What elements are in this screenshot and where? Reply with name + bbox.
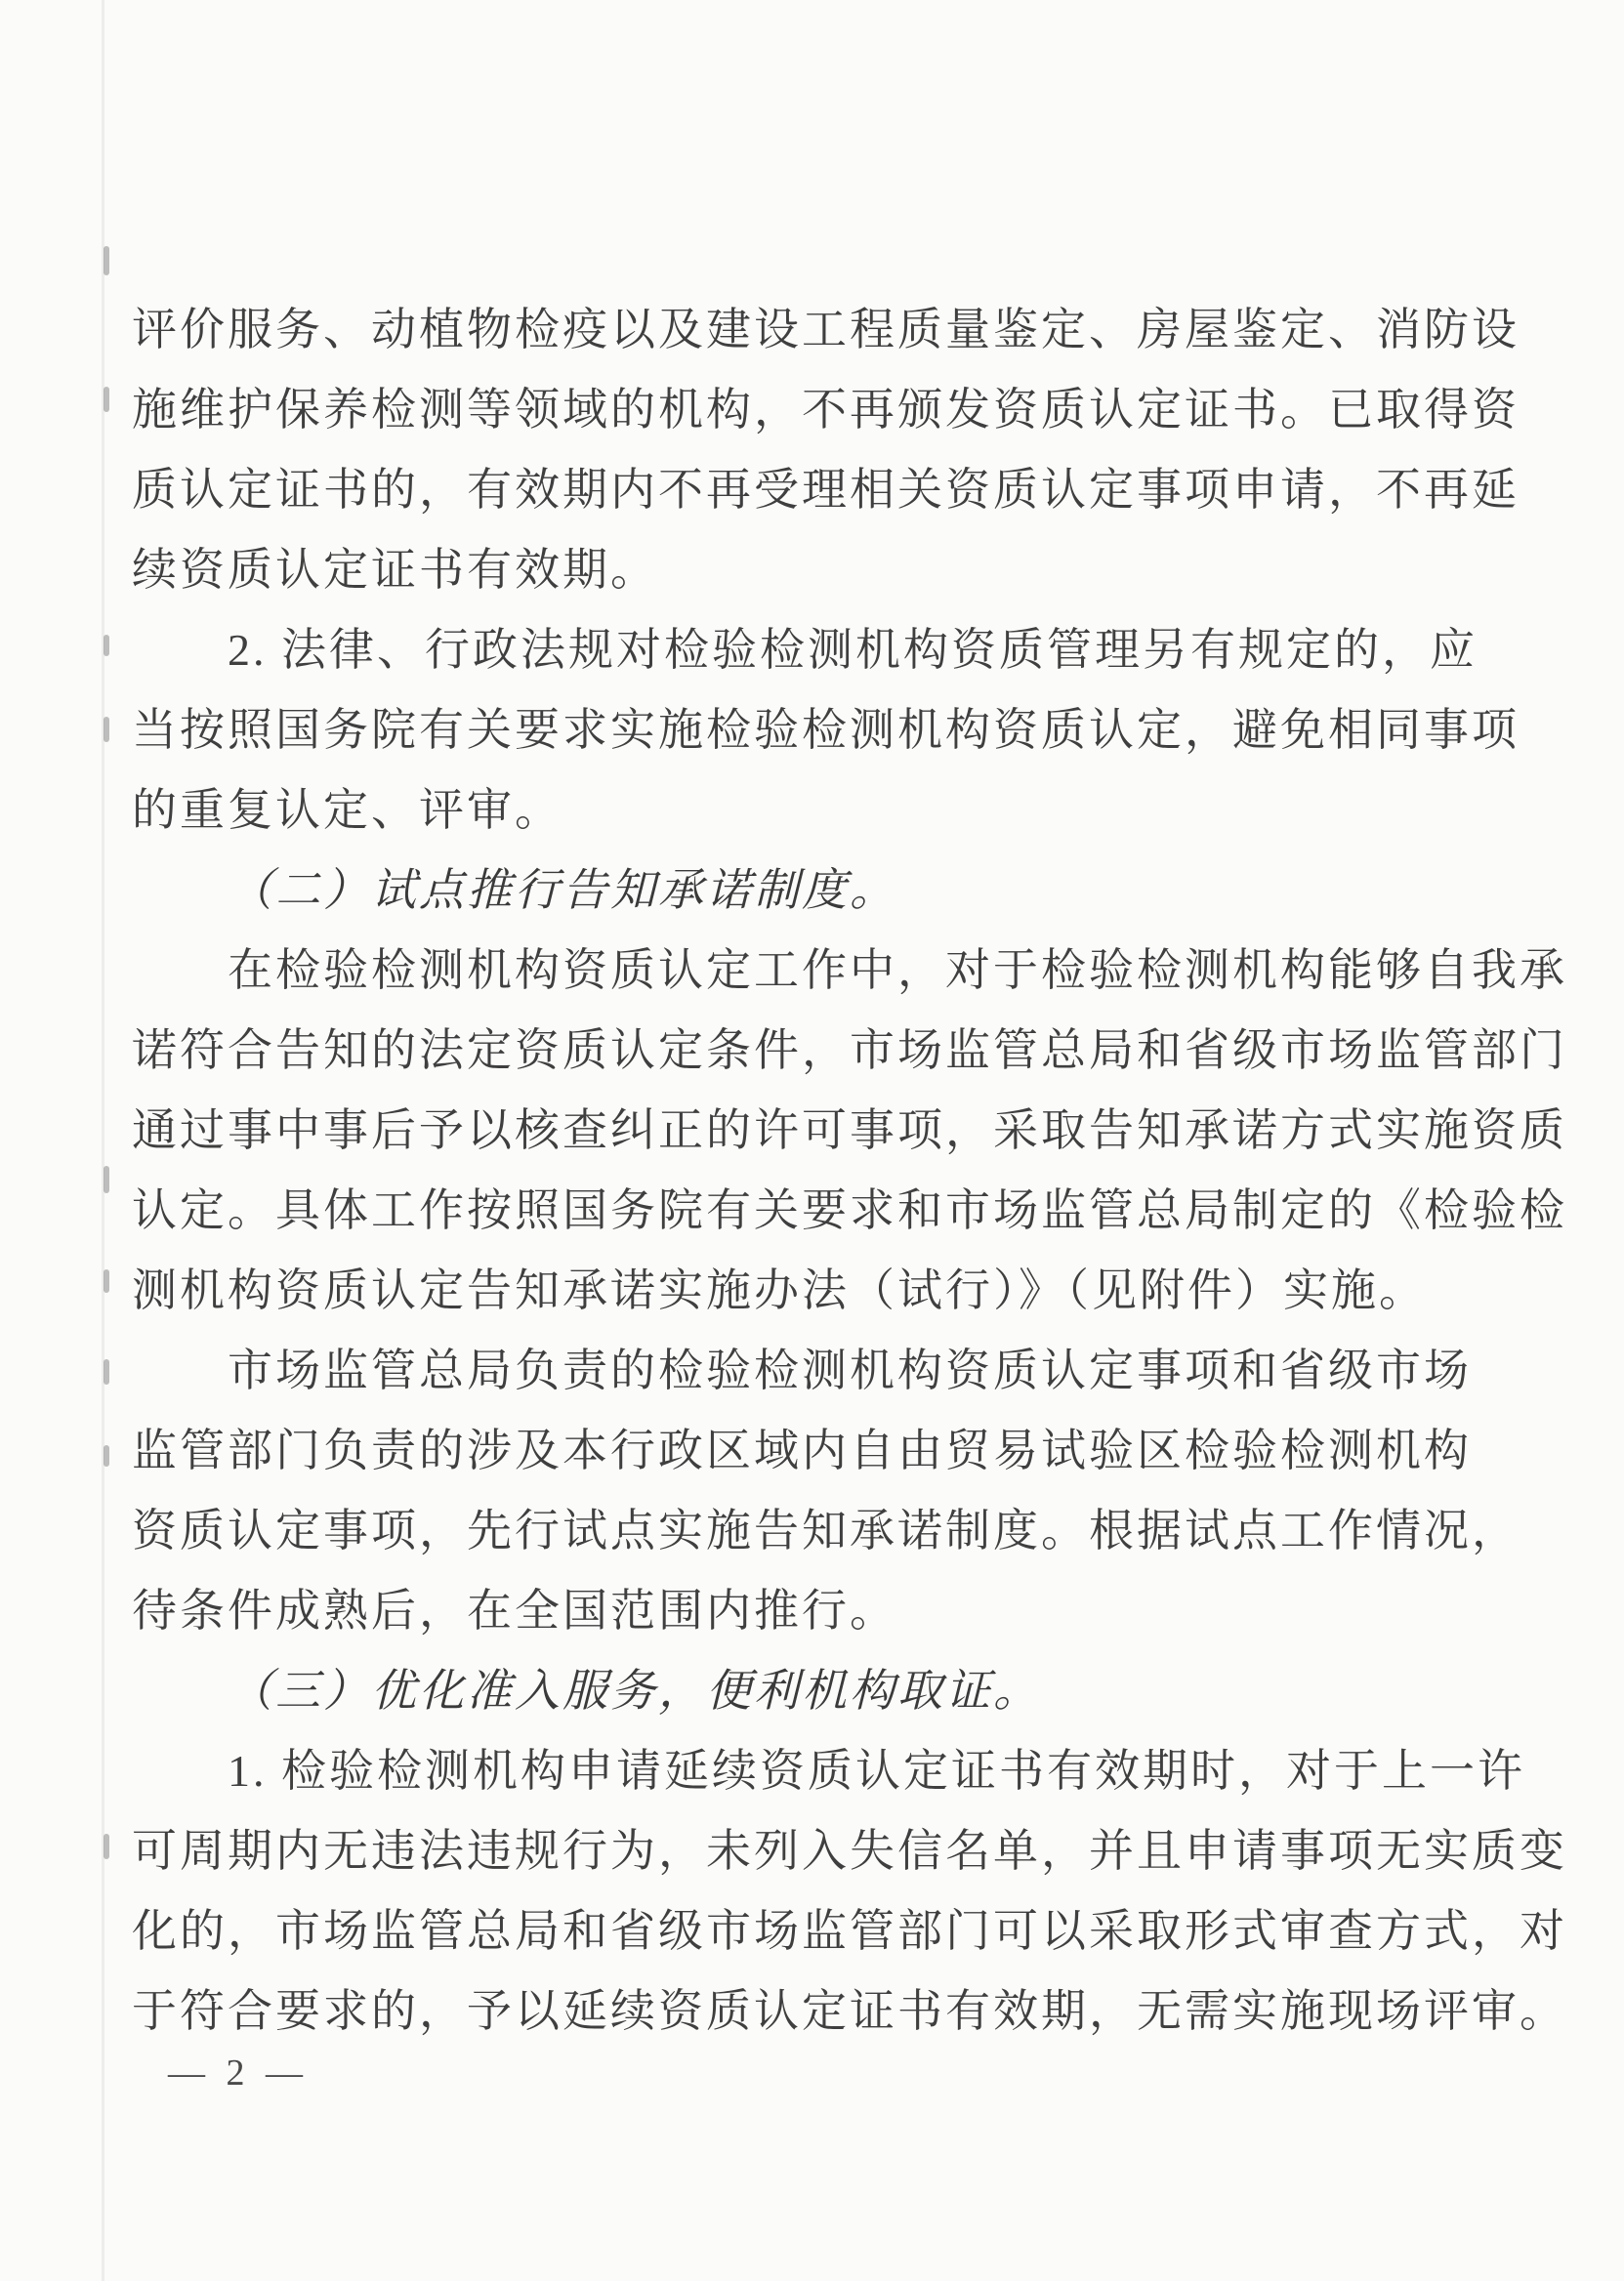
document-line: （二）试点推行告知承诺制度。 [228,865,897,915]
document-line: 诺符合告知的法定资质认定条件，市场监管总局和省级市场监管部门 [132,1025,1567,1075]
document-line: 在检验检测机构资质认定工作中，对于检验检测机构能够自我承 [228,945,1567,995]
document-line: 的重复认定、评审。 [132,785,562,835]
document-line: 通过事中事后予以核查纠正的许可事项，采取告知承诺方式实施资质 [132,1105,1567,1155]
document-line: 市场监管总局负责的检验检测机构资质认定事项和省级市场 [228,1346,1472,1395]
page-number: — 2 — [168,2053,309,2094]
scan-speck [104,387,109,412]
document-line: 待条件成熟后，在全国范围内推行。 [132,1586,897,1636]
document-line: （三）优化准入服务，便利机构取证。 [228,1666,1041,1716]
scan-speck [104,246,109,275]
scan-speck [104,1445,109,1467]
document-line: 于符合要求的，予以延续资质认定证书有效期，无需实施现场评审。 [132,1986,1567,2036]
scan-speck [104,1269,109,1293]
scan-speck [104,1166,109,1193]
document-line: 资质认定事项，先行试点实施告知承诺制度。根据试点工作情况， [132,1506,1520,1555]
scan-speck [104,1359,109,1385]
document-line: 化的，市场监管总局和省级市场监管部门可以采取形式审查方式，对 [132,1906,1567,1956]
document-line: 认定。具体工作按照国务院有关要求和市场监管总局制定的《检验检 [132,1185,1567,1235]
document-line: 施维护保养检测等领域的机构，不再颁发资质认定证书。已取得资 [132,385,1520,435]
document-line: 当按照国务院有关要求实施检验检测机构资质认定，避免相同事项 [132,705,1520,755]
document-line: 可周期内无违法违规行为，未列入失信名单，并且申请事项无实质变 [132,1826,1567,1876]
document-line: 监管部门负责的涉及本行政区域内自由贸易试验区检验检测机构 [132,1426,1472,1475]
scan-speck [104,1834,109,1859]
document-body [132,290,1567,2052]
document-line: 1. 检验检测机构申请延续资质认定证书有效期时，对于上一许 [228,1746,1525,1796]
scan-speck [104,635,109,656]
document-line: 评价服务、动植物检疫以及建设工程质量鉴定、房屋鉴定、消防设 [132,305,1520,354]
scan-speck [104,717,109,742]
document-line: 质认定证书的，有效期内不再受理相关资质认定事项申请，不再延 [132,465,1520,515]
document-line: 续资质认定证书有效期。 [132,545,658,595]
document-line: 测机构资质认定告知承诺实施办法（试行）》（见附件）实施。 [132,1265,1427,1315]
document-line: 2. 法律、行政法规对检验检测机构资质管理另有规定的，应 [228,625,1478,675]
